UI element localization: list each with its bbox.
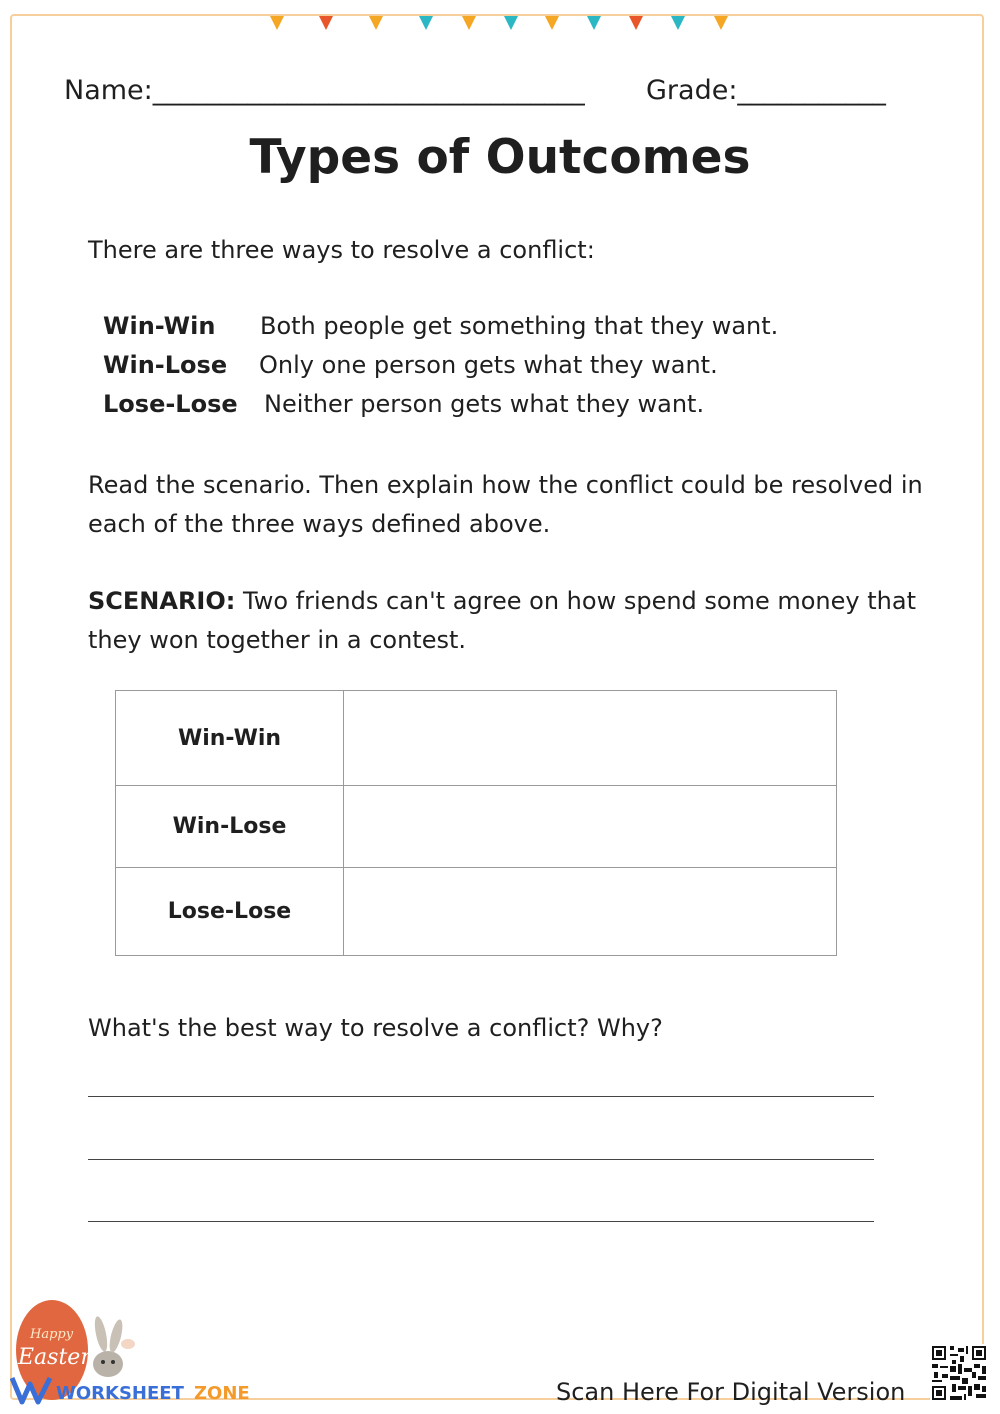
logo-happy-text: Happy — [30, 1327, 74, 1342]
worksheetzone-logo — [10, 1298, 260, 1408]
outcomes-table — [115, 690, 837, 956]
pennant-bunting-icon — [262, 16, 738, 36]
logo-brand-worksheet: WORKSHEET — [56, 1383, 184, 1404]
definition-term: Win-Lose — [103, 351, 228, 379]
scan-digital-version-text: Scan Here For Digital Version — [556, 1378, 906, 1406]
bunny-icon — [92, 1315, 135, 1377]
table-row — [116, 691, 837, 786]
intro-text: There are three ways to resolve a conflict: — [88, 236, 595, 264]
qr-code-icon[interactable] — [930, 1344, 988, 1402]
logo-brand-zone: ZONE — [194, 1383, 250, 1404]
answer-line[interactable] — [88, 1221, 874, 1222]
table-row-label: Win-Lose — [116, 786, 344, 868]
table-row-label: Win-Win — [116, 691, 344, 786]
scenario-label: SCENARIO: — [88, 587, 236, 615]
definition-description: Both people get something that they want. — [260, 312, 779, 340]
answer-cell-win-win[interactable] — [344, 691, 837, 786]
logo-easter-text: Easter — [18, 1345, 91, 1370]
grade-field[interactable]: Grade:___________ — [646, 75, 886, 106]
answer-line[interactable] — [88, 1096, 874, 1097]
instructions-text: Read the scenario. Then explain how the conflict could be resolved in each of the three ways defined above. — [88, 471, 923, 538]
page-title: Types of Outcomes — [249, 130, 751, 185]
answer-line[interactable] — [88, 1159, 874, 1160]
definition-term: Lose-Lose — [103, 390, 238, 418]
question-text: What's the best way to resolve a conflict? Why? — [88, 1014, 663, 1042]
definition-description: Only one person gets what they want. — [259, 351, 718, 379]
scenario-body: Two friends can't agree on how spend some money that they won together in a contest. — [88, 587, 916, 654]
table-row — [116, 868, 837, 956]
answer-cell-lose-lose[interactable] — [344, 868, 837, 956]
table-row — [116, 786, 837, 868]
answer-cell-win-lose[interactable] — [344, 786, 837, 868]
table-row-label: Lose-Lose — [116, 868, 344, 956]
scenario-text — [88, 582, 928, 660]
definition-description: Neither person gets what they want. — [264, 390, 705, 418]
name-field[interactable]: Name:________________________________ — [64, 75, 585, 106]
definition-term: Win-Win — [103, 312, 216, 340]
